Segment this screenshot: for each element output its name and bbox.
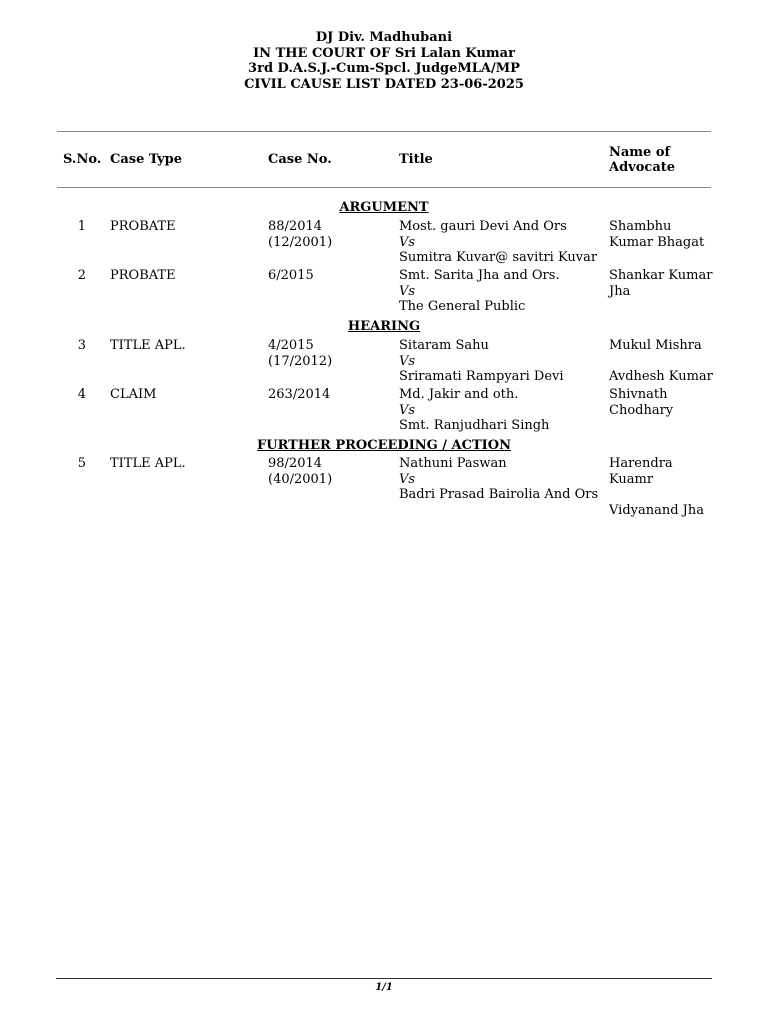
row-advocate — [609, 268, 712, 299]
advocate-line: Shankar Kumar — [609, 268, 713, 283]
advocate-spacer — [609, 487, 704, 503]
case-no-primary: 263/2014 — [268, 387, 331, 402]
row-title — [399, 338, 564, 385]
table-header-rule — [57, 187, 711, 188]
advocate-line: Avdhesh Kumar — [609, 369, 713, 384]
section-heading-further-proceeding: FURTHER PROCEEDING / ACTION — [257, 438, 511, 453]
cause-list-title: CIVIL CAUSE LIST DATED 23-06-2025 — [244, 76, 524, 92]
title-respondent: The General Public — [399, 299, 526, 314]
court-division: DJ Div. Madhubani — [315, 30, 453, 45]
title-versus: Vs — [399, 471, 416, 487]
title-respondent: Smt. Ranjudhari Singh — [399, 418, 550, 433]
case-no-primary: 4/2015 — [268, 338, 314, 353]
advocate-line: Harendra — [609, 456, 673, 471]
row-sno: 1 — [77, 219, 86, 234]
advocate-line: Chodhary — [609, 402, 674, 418]
row-title — [399, 268, 560, 315]
advocate-line: Kumar Bhagat — [609, 234, 705, 250]
title-petitioner: Sitaram Sahu — [399, 338, 489, 353]
row-advocate — [609, 219, 704, 250]
advocate-line: Mukul Mishra — [609, 338, 702, 353]
footer-rule — [56, 978, 712, 979]
column-header-advocate-line2: Advocate — [609, 160, 676, 175]
column-header-advocate-line1: Name of — [609, 145, 671, 160]
row-title — [399, 219, 597, 266]
column-header-case-type: Case Type — [110, 152, 183, 167]
row-sno: 3 — [77, 338, 86, 353]
row-title — [399, 456, 598, 503]
advocate-line: Kuamr — [609, 471, 654, 487]
table-top-rule — [57, 131, 711, 132]
title-versus: Vs — [399, 234, 416, 250]
row-sno: 5 — [77, 456, 86, 471]
court-name: IN THE COURT OF Sri Lalan Kumar — [253, 45, 515, 61]
column-header-title: Title — [399, 152, 433, 167]
advocate-line: Vidyanand Jha — [609, 502, 705, 518]
title-respondent: Sumitra Kuvar@ savitri Kuvar — [399, 250, 598, 265]
row-case-no — [268, 268, 314, 284]
case-no-primary: 88/2014 — [268, 219, 323, 234]
title-respondent: Sriramati Rampyari Devi — [399, 369, 564, 384]
column-header-advocate — [609, 145, 675, 175]
case-no-primary: 98/2014 — [268, 456, 323, 471]
row-sno: 2 — [77, 268, 86, 283]
advocate-line: Shambhu — [609, 219, 672, 234]
court-designation: 3rd D.A.S.J.-Cum-Spcl. JudgeMLA/MP — [248, 61, 520, 76]
row-advocate — [609, 387, 673, 418]
title-petitioner: Md. Jakir and oth. — [399, 387, 519, 402]
row-advocate — [609, 456, 704, 518]
row-case-no — [268, 219, 332, 250]
row-case-type: PROBATE — [110, 268, 176, 283]
title-petitioner: Most. gauri Devi And Ors — [399, 219, 567, 234]
row-case-type: CLAIM — [110, 387, 157, 402]
section-heading-argument: ARGUMENT — [339, 200, 429, 215]
row-advocate — [609, 338, 713, 385]
case-no-secondary: (12/2001) — [268, 234, 333, 250]
row-case-type: TITLE APL. — [110, 456, 186, 471]
title-petitioner: Smt. Sarita Jha and Ors. — [399, 268, 560, 283]
column-header-case-no: Case No. — [268, 152, 332, 167]
row-case-no — [268, 387, 330, 403]
row-sno: 4 — [77, 387, 86, 402]
advocate-line: Jha — [609, 283, 631, 299]
case-no-secondary: (40/2001) — [268, 471, 333, 487]
case-no-primary: 6/2015 — [268, 268, 314, 283]
title-versus: Vs — [399, 283, 416, 299]
case-no-secondary: (17/2012) — [268, 353, 333, 369]
row-case-no — [268, 456, 332, 487]
section-heading-hearing: HEARING — [347, 319, 421, 334]
title-petitioner: Nathuni Paswan — [399, 456, 507, 471]
row-title — [399, 387, 549, 434]
title-versus: Vs — [399, 402, 416, 418]
row-case-type: PROBATE — [110, 219, 176, 234]
advocate-spacer — [609, 354, 713, 370]
row-case-no — [268, 338, 332, 369]
column-header-sno: S.No. — [63, 152, 102, 167]
page-number: 1/1 — [375, 982, 393, 993]
document-header — [0, 30, 768, 92]
title-respondent: Badri Prasad Bairolia And Ors — [399, 487, 599, 502]
row-case-type: TITLE APL. — [110, 338, 186, 353]
title-versus: Vs — [399, 353, 416, 369]
advocate-line: Shivnath — [609, 387, 668, 402]
